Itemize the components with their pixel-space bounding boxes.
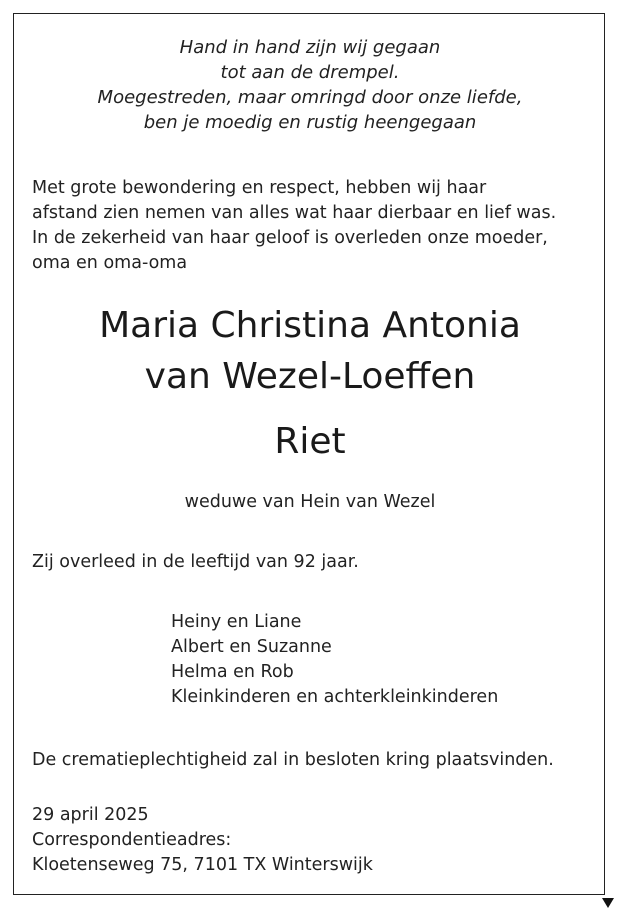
deceased-nickname: Riet bbox=[274, 421, 346, 462]
deceased-name bbox=[0, 300, 620, 402]
family-member: Kleinkinderen en achterkleinkinderen bbox=[171, 687, 499, 707]
intro-line: Met grote bewondering en respect, hebben wij haar bbox=[32, 178, 487, 198]
address-label: Correspondentieadres: bbox=[32, 830, 232, 850]
family-member: Heiny en Liane bbox=[171, 612, 302, 632]
poem-line: ben je moedig en rustig heengegaan bbox=[143, 112, 477, 133]
address: Kloetenseweg 75, 7101 TX Winterswijk bbox=[32, 855, 373, 875]
ceremony-notice: De crematieplechtigheid zal in besloten kring plaatsvinden. bbox=[32, 750, 554, 770]
intro-line: oma en oma-oma bbox=[32, 253, 188, 273]
intro-line: afstand zien nemen van alles wat haar dierbaar en lief was. bbox=[32, 203, 557, 223]
family-member: Albert en Suzanne bbox=[171, 637, 332, 657]
intro-line: In de zekerheid van haar geloof is overleden onze moeder, bbox=[32, 228, 548, 248]
footer-date: 29 april 2025 bbox=[32, 805, 149, 825]
poem bbox=[0, 35, 620, 135]
family-list bbox=[171, 610, 498, 710]
name-line-2: van Wezel-Loeffen bbox=[144, 356, 476, 397]
age-statement: Zij overleed in de leeftijd van 92 jaar. bbox=[32, 552, 359, 572]
name-line-1: Maria Christina Antonia bbox=[99, 305, 521, 346]
footer bbox=[32, 803, 373, 878]
poem-line: Moegestreden, maar omringd door onze liefde, bbox=[97, 87, 523, 108]
poem-line: tot aan de drempel. bbox=[220, 62, 400, 83]
widow-of: weduwe van Hein van Wezel bbox=[184, 492, 436, 512]
intro-paragraph bbox=[32, 176, 602, 276]
family-member: Helma en Rob bbox=[171, 662, 294, 682]
triangle-down-icon[interactable] bbox=[602, 898, 614, 908]
poem-line: Hand in hand zijn wij gegaan bbox=[179, 37, 441, 58]
